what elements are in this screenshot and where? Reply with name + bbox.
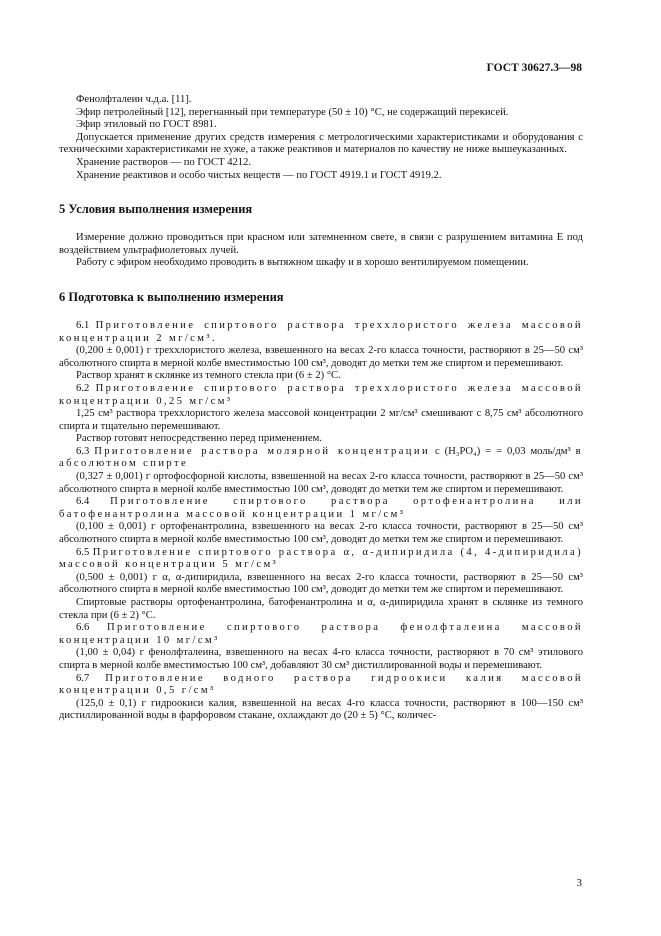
reagent-line: Хранение реактивов и особо чистых веществ — по ГОСТ 4919.1 и ГОСТ 4919.2.	[76, 169, 442, 181]
clause-title: Приготовление спиртового раствора треххлористого железа массовой концентрации 2 мг/см³.	[59, 319, 583, 344]
clause-6-5-text: (0,500 ± 0,001) г α, α-дипиридила, взвешенного на весах 2-го класса точности, растворяют в 25—50 см³ абсолютного спирта в мерной колбе вместимостью 100 см³, доводят до метки тем же спиртом и перемешивают.	[59, 571, 583, 596]
reagent-line: Допускается применение других средств измерения с метрологическими характеристиками и оборудования с техническими характеристиками не хуже, а также реактивов и материалов по качеству не ниже вышеуказанных.	[59, 131, 583, 156]
clause-6-5-storage: Спиртовые растворы ортофенантролина, батофенантролина и α, α-дипиридила хранят в склянке из темного стекла при (6 ± 2) °С.	[59, 597, 583, 621]
clause-title: Приготовление водного раствора гидроокиси калия массовой концентрации 0,5 г/см³	[59, 672, 583, 697]
clause-6-2-text: 1,25 см³ раствора треххлористого железа массовой концентрации 2 мг/см³ смешивают с 8,75 см³ абсолютного спирта и тщательно перемешивают.	[59, 408, 583, 432]
clause-number: 6.7	[76, 672, 90, 684]
clause-6-5-heading	[59, 547, 583, 572]
reagent-line: Фенолфталеин ч.д.а. [11].	[76, 94, 192, 105]
reagent-line: Эфир петролейный [12], перегнанный при температуре (50 ± 10) °С, не содержащий перекисей.	[76, 106, 509, 118]
clause-number: 6.4	[76, 496, 90, 508]
clause-title: Приготовление раствора молярной концентрации	[94, 445, 431, 457]
clause-number: 6.5	[76, 546, 90, 558]
clause-6-2-heading	[59, 383, 583, 408]
clause-number: 6.3	[76, 445, 90, 457]
clause-number: 6.6	[76, 622, 90, 634]
document-body	[59, 94, 583, 723]
clause-6-7-heading	[59, 673, 583, 698]
clause-6-1-text: (0,200 ± 0,001) г треххлористого железа, взвешенного на весах 2-го класса точности, растворяют в 25—50 см³ абсолютного спирта в мерной колбе вместимостью 100 см³, доводят до метки тем же спиртом и перемешивают.	[59, 345, 583, 369]
section-6-heading: 6 Подготовка к выполнению измерения	[59, 289, 284, 304]
clause-6-4-text: (0,100 ± 0,001) г ортофенантролина, взвешенного на весах 2-го класса точности, растворяют в 25—50 см³ абсолютного спирта в мерной колбе вместимостью 100 см³, доводят до метки тем же спиртом и перемешивают.	[59, 521, 583, 546]
clause-6-2-storage: Раствор готовят непосредственно перед применением.	[76, 433, 323, 445]
clause-6-4-heading	[59, 496, 583, 521]
page-number: 3	[576, 877, 582, 889]
clause-6-3-text: (0,327 ± 0,001) г ортофосфорной кислоты, взвешенной на весах 2-го класса точности, растворяют в 25—50 см³ абсолютного спирта в мерной колбе вместимостью 100 см³, доводят до метки тем же спиртом и перемешивают.	[59, 471, 583, 495]
clause-6-1-heading	[59, 320, 583, 345]
clause-number: 6.2	[76, 382, 90, 394]
section-5-heading: 5 Условия выполнения измерения	[59, 202, 253, 217]
clause-title: Приготовление спиртового раствора α, α-дипиридила (4, 4-дипиридила) массовой концентрации 5 мг/см³	[59, 546, 583, 571]
clause-title-cont: в абсолютном спирте	[59, 445, 583, 470]
clause-6-3-heading	[59, 446, 583, 471]
section-5-paragraph: Работу с эфиром необходимо проводить в вытяжном шкафу и в хорошо вентилируемом помещении.	[76, 257, 529, 269]
clause-6-7-text: (125,0 ± 0,1) г гидроокиси калия, взвешенной на весах 4-го класса точности, растворяют в 100—150 см³ дистиллированной воды в фарфоровом стакане, охлаждают до (20 ± 5) °С, количес-	[59, 697, 583, 722]
standard-header: ГОСТ 30627.3—98	[486, 62, 582, 74]
clause-6-1-storage: Раствор хранят в склянке из темного стекла при (6 ± 2) °С.	[76, 370, 341, 382]
clause-title: Приготовление спиртового раствора фенолфталеина массовой концентрации 10 мг/см³	[59, 622, 583, 646]
reagent-line: Эфир этиловый по ГОСТ 8981.	[76, 119, 217, 131]
reagent-line: Хранение растворов — по ГОСТ 4212.	[76, 156, 252, 168]
clause-formula: c (H₃PO₄) = = 0,03 моль/дм³	[434, 445, 571, 457]
clause-6-6-text: (1,00 ± 0,04) г фенолфталеина, взвешенного на весах 4-го класса точности, растворяют в 70 см³ этилового спирта в мерной колбе вместимостью 100 см³, добавляют 30 см³ дистиллированной воды и перемешивают.	[59, 647, 583, 671]
section-5-paragraph: Измерение должно проводиться при красном или затемненном свете, в связи с разрушением витамина Е под воздействием ультрафиолетовых лучей.	[59, 232, 583, 256]
clause-title: Приготовление спиртового раствора ортофенантролина или батофенантролина массовой концентрации 1 мг/см³	[59, 496, 583, 520]
clause-title: Приготовление спиртового раствора треххлористого железа массовой концентрации 0,25 мг/см³	[59, 382, 583, 407]
clause-number: 6.1	[76, 319, 90, 331]
clause-6-6-heading	[59, 622, 583, 647]
